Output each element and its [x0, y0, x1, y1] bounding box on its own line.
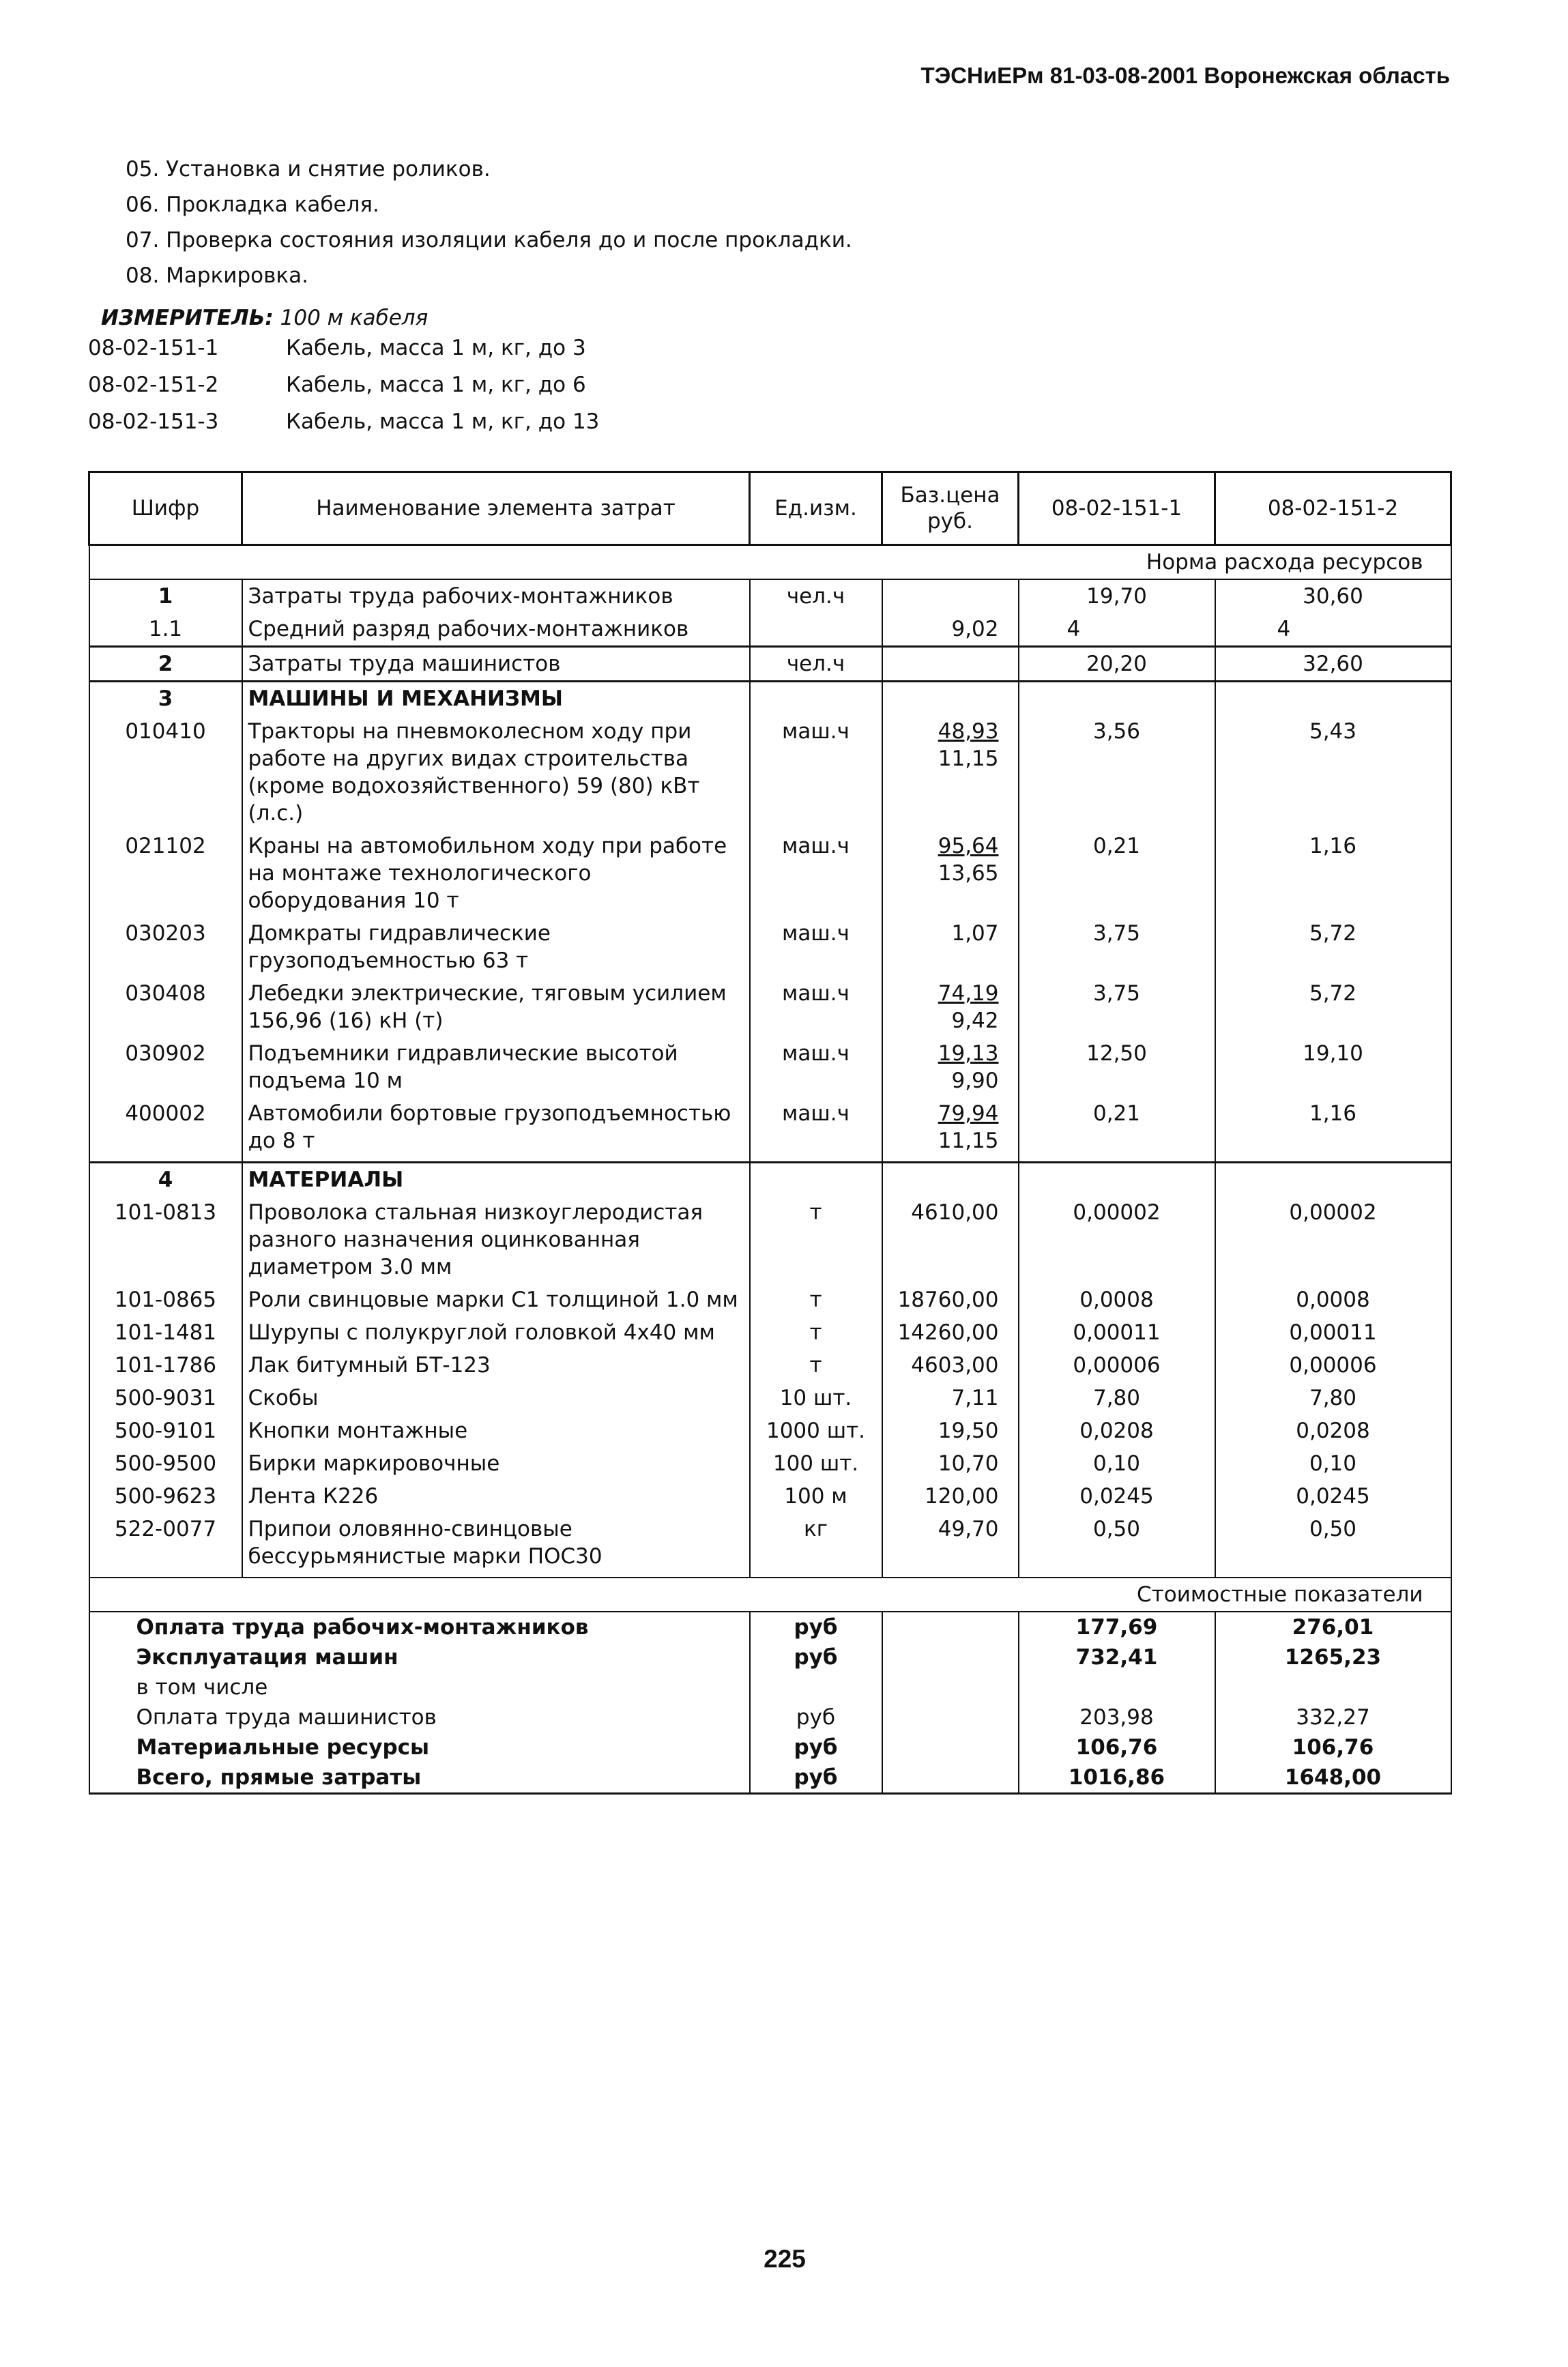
row-unit: маш.ч — [750, 715, 882, 830]
row-value-2: 5,43 — [1215, 715, 1451, 830]
row-value-2: 1,16 — [1215, 830, 1451, 917]
row-name: Роли свинцовые марки С1 толщиной 1.0 мм — [242, 1283, 750, 1316]
row-price — [882, 1097, 1019, 1163]
price-value: 79,94 — [938, 1101, 999, 1126]
section-number: 4 — [89, 1163, 242, 1197]
row-unit: т — [750, 1349, 882, 1382]
row-shifr: 030902 — [89, 1037, 242, 1097]
materials-section-row — [89, 1163, 1451, 1197]
norm-description: Кабель, масса 1 м, кг, до 3 — [286, 336, 586, 360]
row-value-1: 3,56 — [1019, 715, 1215, 830]
row-name: Автомобили бортовые грузоподъемностью до 8 т — [242, 1097, 750, 1163]
price-value: 19,13 — [938, 1041, 999, 1066]
row-shifr: 101-1481 — [89, 1316, 242, 1349]
row-shifr: 021102 — [89, 830, 242, 917]
measure-label: ИЗМЕРИТЕЛЬ: — [101, 306, 274, 330]
row-unit: маш.ч — [750, 977, 882, 1037]
header-unit: Ед.изм. — [750, 472, 882, 545]
row-price: 9,02 — [882, 613, 1019, 647]
table-row — [89, 1349, 1451, 1382]
row-shifr: 101-1786 — [89, 1349, 242, 1382]
empty-cell — [882, 1612, 1019, 1642]
section-number: 3 — [89, 682, 242, 716]
row-name: Лента К226 — [242, 1480, 750, 1513]
row-shifr: 500-9101 — [89, 1414, 242, 1447]
row-price: 18760,00 — [882, 1283, 1019, 1316]
row-price: 120,00 — [882, 1480, 1019, 1513]
table-row — [89, 1513, 1451, 1578]
cost-value-2 — [1215, 1672, 1451, 1702]
row-value-2: 0,00002 — [1215, 1196, 1451, 1283]
row-price: 7,11 — [882, 1382, 1019, 1414]
norm-code: 08-02-151-3 — [88, 409, 219, 434]
cost-unit: руб — [750, 1732, 882, 1762]
cost-unit: руб — [750, 1612, 882, 1642]
row-shifr: 500-9500 — [89, 1447, 242, 1480]
row-price — [882, 1037, 1019, 1097]
table-row — [89, 613, 1451, 647]
row-name: Подъемники гидравлические высотой подъема 10 м — [242, 1037, 750, 1097]
cost-row — [89, 1702, 1451, 1732]
row-value-1: 20,20 — [1019, 647, 1215, 682]
table-row — [89, 1037, 1451, 1097]
row-shifr: 400002 — [89, 1097, 242, 1163]
row-unit: чел.ч — [750, 647, 882, 682]
table-row — [89, 1447, 1451, 1480]
row-price — [882, 830, 1019, 917]
row-value-2: 0,00011 — [1215, 1316, 1451, 1349]
empty-cell — [1019, 1163, 1215, 1197]
cost-value-2: 332,27 — [1215, 1702, 1451, 1732]
header-shifr: Шифр — [89, 472, 242, 545]
row-value-2: 5,72 — [1215, 977, 1451, 1037]
table-row — [89, 715, 1451, 830]
row-name: Бирки маркировочные — [242, 1447, 750, 1480]
table-row — [89, 1382, 1451, 1414]
row-value-1: 3,75 — [1019, 917, 1215, 977]
norm-description: Кабель, масса 1 м, кг, до 13 — [286, 409, 600, 434]
empty-cell — [882, 1732, 1019, 1762]
empty-cell — [882, 1762, 1019, 1794]
empty-cell — [882, 1642, 1019, 1672]
row-value-1: 0,0245 — [1019, 1480, 1215, 1513]
row-value-2: 0,0008 — [1215, 1283, 1451, 1316]
row-price: 14260,00 — [882, 1316, 1019, 1349]
cost-section-header-label: Стоимостные показатели — [89, 1578, 1451, 1612]
cost-row — [89, 1762, 1451, 1794]
cost-value-1: 732,41 — [1019, 1642, 1215, 1672]
row-unit: маш.ч — [750, 1037, 882, 1097]
table-row — [89, 1480, 1451, 1513]
work-step: 08. Маркировка. — [126, 263, 308, 288]
cost-unit: руб — [750, 1762, 882, 1794]
row-name: Скобы — [242, 1382, 750, 1414]
row-value-2: 0,10 — [1215, 1447, 1451, 1480]
code-line — [88, 373, 586, 397]
empty-cell — [750, 682, 882, 716]
header-col-2: 08-02-151-2 — [1215, 472, 1451, 545]
row-value-1: 0,10 — [1019, 1447, 1215, 1480]
row-value-2: 0,50 — [1215, 1513, 1451, 1578]
empty-cell — [1215, 1163, 1451, 1197]
price-wage-value: 11,15 — [938, 746, 999, 771]
page-number: 225 — [764, 2245, 806, 2273]
table-row — [89, 1196, 1451, 1283]
row-value-1: 0,0208 — [1019, 1414, 1215, 1447]
row-name: Затраты труда рабочих-монтажников — [242, 579, 750, 613]
cost-section-header — [89, 1578, 1451, 1612]
row-value-1: 0,21 — [1019, 830, 1215, 917]
row-price: 4610,00 — [882, 1196, 1019, 1283]
measure-value: 100 м кабеля — [280, 306, 429, 330]
row-shifr: 500-9031 — [89, 1382, 242, 1414]
table-row — [89, 977, 1451, 1037]
row-value-1: 7,80 — [1019, 1382, 1215, 1414]
measure-unit — [101, 306, 428, 330]
row-shifr: 522-0077 — [89, 1513, 242, 1578]
row-shifr: 010410 — [89, 715, 242, 830]
row-unit: т — [750, 1316, 882, 1349]
row-shifr: 1.1 — [89, 613, 242, 647]
row-value-2: 30,60 — [1215, 579, 1451, 613]
empty-cell — [750, 1163, 882, 1197]
document-header-title: ТЭСНиЕРм 81-03-08-2001 Воронежская область — [920, 63, 1450, 88]
price-value: 74,19 — [938, 981, 999, 1006]
table-row — [89, 1283, 1451, 1316]
row-value-1: 3,75 — [1019, 977, 1215, 1037]
row-unit: маш.ч — [750, 830, 882, 917]
row-price: 49,70 — [882, 1513, 1019, 1578]
row-value-2: 4 — [1215, 613, 1451, 647]
price-value: 1,07 — [951, 921, 999, 946]
cost-name: Оплата труда машинистов — [89, 1702, 750, 1732]
row-name: Краны на автомобильном ходу при работе на монтаже технологического оборудования 10 т — [242, 830, 750, 917]
row-price — [882, 977, 1019, 1037]
cost-value-1: 106,76 — [1019, 1732, 1215, 1762]
row-unit: чел.ч — [750, 579, 882, 613]
table-row — [89, 1414, 1451, 1447]
table-row — [89, 647, 1451, 682]
price-wage-value: 13,65 — [938, 861, 999, 886]
row-value-1: 0,50 — [1019, 1513, 1215, 1578]
row-value-2: 0,0208 — [1215, 1414, 1451, 1447]
row-value-1: 0,00002 — [1019, 1196, 1215, 1283]
row-unit — [750, 613, 882, 647]
row-value-2: 5,72 — [1215, 917, 1451, 977]
row-price — [882, 647, 1019, 682]
row-name: Средний разряд рабочих-монтажников — [242, 613, 750, 647]
price-wage-value: 9,42 — [951, 1008, 999, 1033]
empty-cell — [1215, 682, 1451, 716]
row-unit: 100 шт. — [750, 1447, 882, 1480]
price-value: 48,93 — [938, 719, 999, 744]
price-wage-value: 11,15 — [938, 1129, 999, 1153]
cost-name: Всего, прямые затраты — [89, 1762, 750, 1794]
row-value-1: 4 — [1019, 613, 1215, 647]
table-row — [89, 1097, 1451, 1163]
cost-unit: руб — [750, 1642, 882, 1672]
row-shifr: 030203 — [89, 917, 242, 977]
empty-cell — [882, 682, 1019, 716]
norm-code: 08-02-151-1 — [88, 336, 219, 360]
empty-cell — [882, 1163, 1019, 1197]
row-unit: 1000 шт. — [750, 1414, 882, 1447]
cost-row — [89, 1732, 1451, 1762]
row-unit: 100 м — [750, 1480, 882, 1513]
work-step: 06. Прокладка кабеля. — [126, 192, 379, 217]
cost-row — [89, 1672, 1451, 1702]
row-name: Лак битумный БТ-123 — [242, 1349, 750, 1382]
machines-section-row — [89, 682, 1451, 716]
table-row — [89, 579, 1451, 613]
cost-value-2: 1648,00 — [1215, 1762, 1451, 1794]
table-row — [89, 830, 1451, 917]
cost-value-1: 177,69 — [1019, 1612, 1215, 1642]
section-title: МАШИНЫ И МЕХАНИЗМЫ — [242, 682, 750, 716]
norm-description: Кабель, масса 1 м, кг, до 6 — [286, 373, 586, 397]
row-price — [882, 579, 1019, 613]
cost-row — [89, 1642, 1451, 1672]
code-line — [88, 336, 586, 360]
header-name: Наименование элемента затрат — [242, 472, 750, 545]
cost-value-2: 106,76 — [1215, 1732, 1451, 1762]
row-unit: 10 шт. — [750, 1382, 882, 1414]
row-name: Домкраты гидравлические грузоподъемностью 63 т — [242, 917, 750, 977]
row-value-2: 1,16 — [1215, 1097, 1451, 1163]
row-shifr: 101-0865 — [89, 1283, 242, 1316]
row-value-1: 0,00006 — [1019, 1349, 1215, 1382]
row-shifr: 030408 — [89, 977, 242, 1037]
row-name: Кнопки монтажные — [242, 1414, 750, 1447]
row-name: Припои оловянно-свинцовые бессурьмянистые марки ПОС30 — [242, 1513, 750, 1578]
row-price — [882, 917, 1019, 977]
row-unit: т — [750, 1283, 882, 1316]
norm-code: 08-02-151-2 — [88, 373, 219, 397]
row-name: Шурупы с полукруглой головкой 4x40 мм — [242, 1316, 750, 1349]
cost-name: Материальные ресурсы — [89, 1732, 750, 1762]
price-wage-value: 9,90 — [951, 1069, 999, 1093]
row-value-2: 32,60 — [1215, 647, 1451, 682]
cost-name: в том числе — [89, 1672, 750, 1702]
price-value: 95,64 — [938, 834, 999, 858]
row-shifr: 2 — [89, 647, 242, 682]
norm-section-header-label: Норма расхода ресурсов — [89, 545, 1451, 580]
cost-value-2: 1265,23 — [1215, 1642, 1451, 1672]
row-price — [882, 715, 1019, 830]
row-name: Затраты труда машинистов — [242, 647, 750, 682]
row-shifr: 101-0813 — [89, 1196, 242, 1283]
row-price: 4603,00 — [882, 1349, 1019, 1382]
header-col-1: 08-02-151-1 — [1019, 472, 1215, 545]
row-unit: т — [750, 1196, 882, 1283]
empty-cell — [882, 1702, 1019, 1732]
norm-section-header — [89, 545, 1451, 580]
row-value-1: 0,0008 — [1019, 1283, 1215, 1316]
row-name: Лебедки электрические, тяговым усилием 156,96 (16) кН (т) — [242, 977, 750, 1037]
row-value-2: 7,80 — [1215, 1382, 1451, 1414]
row-value-2: 0,00006 — [1215, 1349, 1451, 1382]
row-price: 10,70 — [882, 1447, 1019, 1480]
row-value-1: 0,00011 — [1019, 1316, 1215, 1349]
cost-row — [89, 1612, 1451, 1642]
header-price: Баз.цена руб. — [882, 472, 1019, 545]
row-shifr: 1 — [89, 579, 242, 613]
section-title: МАТЕРИАЛЫ — [242, 1163, 750, 1197]
row-shifr: 500-9623 — [89, 1480, 242, 1513]
empty-cell — [1019, 682, 1215, 716]
cost-unit: руб — [750, 1702, 882, 1732]
cost-value-1 — [1019, 1672, 1215, 1702]
row-value-2: 0,0245 — [1215, 1480, 1451, 1513]
cost-unit — [750, 1672, 882, 1702]
cost-value-1: 203,98 — [1019, 1702, 1215, 1732]
empty-cell — [882, 1672, 1019, 1702]
table-row — [89, 917, 1451, 977]
row-unit: маш.ч — [750, 1097, 882, 1163]
cost-name: Оплата труда рабочих-монтажников — [89, 1612, 750, 1642]
row-price: 19,50 — [882, 1414, 1019, 1447]
row-unit: кг — [750, 1513, 882, 1578]
cost-value-1: 1016,86 — [1019, 1762, 1215, 1794]
row-unit: маш.ч — [750, 917, 882, 977]
code-line — [88, 409, 599, 434]
row-value-1: 12,50 — [1019, 1037, 1215, 1097]
row-name: Проволока стальная низкоуглеродистая разного назначения оцинкованная диаметром 3.0 мм — [242, 1196, 750, 1283]
row-value-1: 19,70 — [1019, 579, 1215, 613]
work-step: 07. Проверка состояния изоляции кабеля до и после прокладки. — [126, 228, 852, 252]
row-name: Тракторы на пневмоколесном ходу при работе на других видах строительства (кроме водохозяйственного) 59 (80) кВт (л.с.) — [242, 715, 750, 830]
resource-norms-table — [88, 471, 1452, 1795]
work-step: 05. Установка и снятие роликов. — [126, 157, 491, 181]
table-header-row — [89, 472, 1451, 545]
row-value-2: 19,10 — [1215, 1037, 1451, 1097]
table-row — [89, 1316, 1451, 1349]
cost-name: Эксплуатация машин — [89, 1642, 750, 1672]
cost-value-2: 276,01 — [1215, 1612, 1451, 1642]
row-value-1: 0,21 — [1019, 1097, 1215, 1163]
